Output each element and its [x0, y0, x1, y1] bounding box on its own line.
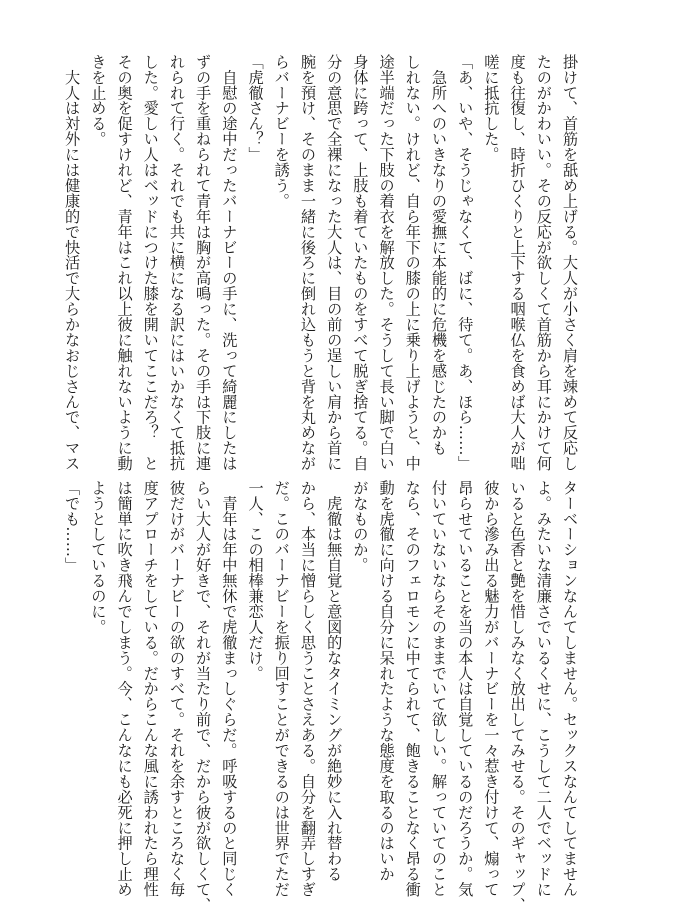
text-line: 彼から滲み出る魅力がバーナビーを一々惹き付けて、煽って	[482, 480, 501, 898]
text-line: 動を虎徹に向ける自分に呆れたような態度を取るのはいか	[377, 480, 396, 882]
text-line: 大人は対外には健康的で快活で大らかなおじさんで、マス	[63, 54, 82, 472]
text-line: 虎徹は無自覚と意図的なタイミングが絶妙に入れ替わる	[325, 480, 344, 882]
text-line: 腕を預け、そのまま一緒に後ろに倒れ込もうと背を丸めなが	[298, 54, 317, 472]
text-line: らい大人が好きで、それが当たり前で、だから彼が欲しくて、	[194, 480, 213, 913]
text-line: ようとしているのに。	[89, 480, 108, 635]
upper-text-block	[59, 54, 583, 472]
text-line: だ。このバーナビーを振り回すことができるのは世界でただ	[272, 480, 291, 898]
text-line: 彼だけがバーナビーの欲のすべて。それを余すところなく毎	[167, 480, 186, 898]
text-line: 途半端だった下肢の着衣を解放した。そうして長い脚で白い	[377, 54, 396, 472]
text-line: 分の意思で全裸になった大人は、目の前の逞しい肩から首に	[325, 54, 344, 472]
text-line: がなものか。	[351, 480, 370, 573]
text-line: した。愛しい人はベッドにつけた膝を開いてここだろ？ と	[141, 54, 160, 472]
text-line: しれない。けれど、自ら年下の膝の上に乗り上げようと、中	[403, 54, 422, 472]
text-line: その奥を促すけれど、青年はこれ以上彼に触れないように動	[115, 54, 134, 472]
text-line: 度アプローチをしている。だからこんな風に誘われたら理性	[141, 480, 160, 898]
text-line: 嗟に抵抗した。	[482, 54, 501, 163]
text-line: 掛けて、首筋を舐め上げる。大人が小さく肩を竦めて反応し	[561, 54, 579, 472]
text-line: 度も往復し、時折ひくりと上下する咽喉仏を食めば大人が咄	[508, 54, 527, 472]
text-line: 「虎徹さん？」	[246, 54, 265, 163]
text-line: から、本当に憎らしく思うことさえある。自分を翻弄しすぎ	[298, 480, 317, 898]
text-line: なら、そのフェロモンに中てられて、飽きることなく昂る衝	[403, 480, 422, 898]
text-line: 急所へのいきなりの愛撫に本能的に危機を感じたのかも	[429, 54, 448, 456]
text-line: 自慰の途中だったバーナビーの手に、洗って綺麗にしたは	[220, 54, 239, 472]
text-line: いると色香と艶を惜しみなく放出してみせる。そのギャップ、	[508, 480, 527, 913]
text-line: ずの手を重ねられて青年は胸が高鳴った。その手は下肢に連	[194, 54, 213, 472]
text-line: たのがかわいい。その反応が欲しくて首筋から耳にかけて何	[534, 54, 553, 472]
text-line: ターベーションなんてしません。セックスなんてしてません	[561, 480, 579, 898]
text-line: 付いていないならそのままでいて欲しい。解っていてのこと	[429, 480, 448, 898]
text-line: 「あ、いや、そうじゃなくて、ばに、待て。あ、ほら……」	[456, 54, 475, 472]
text-line: 「でも……」	[63, 480, 82, 573]
text-line: よ。みたいな清廉さでいるくせに、こうして二人でベッドに	[534, 480, 553, 898]
text-line: きを止める。	[89, 54, 108, 147]
text-line: 一人、この相棒兼恋人だけ。	[246, 480, 265, 681]
text-line: 青年は年中無休で虎徹まっしぐらだ。呼吸するのと同じく	[220, 480, 239, 898]
lower-text-block	[59, 480, 583, 913]
text-line: は簡単に吹き飛んでしまう。今、こんなにも必死に押し止め	[115, 480, 134, 898]
text-line: 昂らせていることを当の本人は自覚しているのだろうか。気	[456, 480, 475, 898]
text-line: らバーナビーを誘う。	[272, 54, 291, 209]
text-line: 身体に跨って、上肢も着ていたものをすべて脱ぎ捨てる。自	[351, 54, 370, 472]
text-line: れられて行く。それでも共に横になる訳にはいかなくて抵抗	[167, 54, 186, 472]
